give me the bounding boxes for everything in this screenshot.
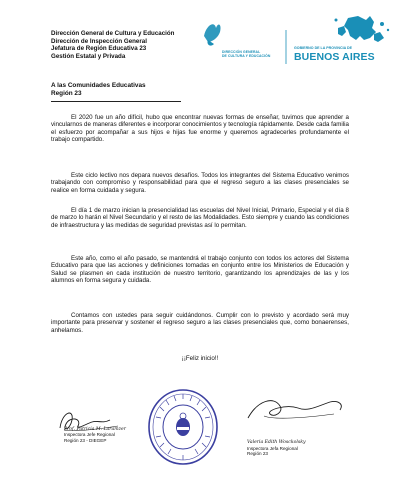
signature-left-caption xyxy=(64,427,126,443)
signer-region: Región 23 xyxy=(247,451,268,457)
logo-province-label: GOBIERNO DE LA PROVINCIA DE xyxy=(294,46,353,50)
recipient-line-2: Región 23 xyxy=(51,89,82,97)
header-line: Dirección General de Cultura y Educación xyxy=(51,30,175,37)
signer-name: Valeria Edith Wosckolsky xyxy=(247,440,306,445)
header-line: Jefatura de Región Educativa 23 xyxy=(51,45,147,53)
signature-right xyxy=(234,388,354,438)
paragraph: Contamos con ustedes para seguir cuidándonos. Cumplir con lo previsto y acordado será muy importante para preservar y sostener el regreso seguro a las clases presenciales que, como bonaerenses, anhelamos. xyxy=(51,312,349,334)
logo-province-name: BUENOS AIRES xyxy=(294,51,375,63)
signature-right-caption xyxy=(247,440,306,457)
header-line: Dirección de Inspección General xyxy=(51,37,147,45)
government-logo xyxy=(198,12,398,72)
signer-region: Región 23 - DIEGEP xyxy=(64,437,107,443)
map-icon xyxy=(198,12,398,72)
signer-title: Inspectora Jefe Regional xyxy=(64,432,115,438)
closing-greeting: ¡¡Feliz inicio!! xyxy=(181,355,219,362)
header-line: Gestión Estatal y Privada xyxy=(51,52,126,60)
signer-title: Inspectora Jefa Regional xyxy=(247,445,298,451)
recipient-line-1: A las Comunidades Educativas xyxy=(51,82,146,89)
logo-left-text: DIRECCIÓN GENERAL DE CULTURA Y EDUCACIÓN xyxy=(222,50,271,59)
paragraph: Este ciclo lectivo nos depara nuevos desafíos. Todos los integrantes del Sistema Educativo venimos trabajando con compromiso y responsabilidad para que el regreso seguro a las clases presenciales se realice en forma cuidada y segura. xyxy=(51,172,349,194)
letterhead xyxy=(51,30,174,60)
official-seal-icon xyxy=(146,387,220,467)
paragraph: El día 1 de marzo inician la presencialidad las escuelas del Nivel Inicial, Primario, Especial y el día 8 de marzo lo harán el Nivel Secundario y el resto de las Modalidades. Esto siempre y cuando las condiciones de infraestructura y las medidas de seguridad previstas así lo permitan. xyxy=(51,207,349,229)
recipient-block xyxy=(51,82,146,98)
signer-name: Prof. Patricia M. Laramzer xyxy=(64,427,126,432)
paragraph: El 2020 fue un año difícil, hubo que encontrar nuevas formas de enseñar, tuvimos que aprender a vincularnos de maneras diferentes e incorporar conocimientos y tecnología rápidamente. Desde cada familia el esfuerzo por acompañar a sus hijos e hijas fue enorme y queremos agradecerles profundamente el trabajo compartido. xyxy=(51,114,349,144)
paragraph: Este año, como el año pasado, se mantendrá el trabajo conjunto con todos los actores del Sistema Educativo para que las acciones y definiciones tomadas en conjunto entre los Ministerios de Educación y Salud se plasmen en cada institución de nuestro territorio, garantizando los aprendizajes de las y los alumnos en forma segura y cuidada. xyxy=(51,255,349,285)
divider xyxy=(51,101,181,102)
